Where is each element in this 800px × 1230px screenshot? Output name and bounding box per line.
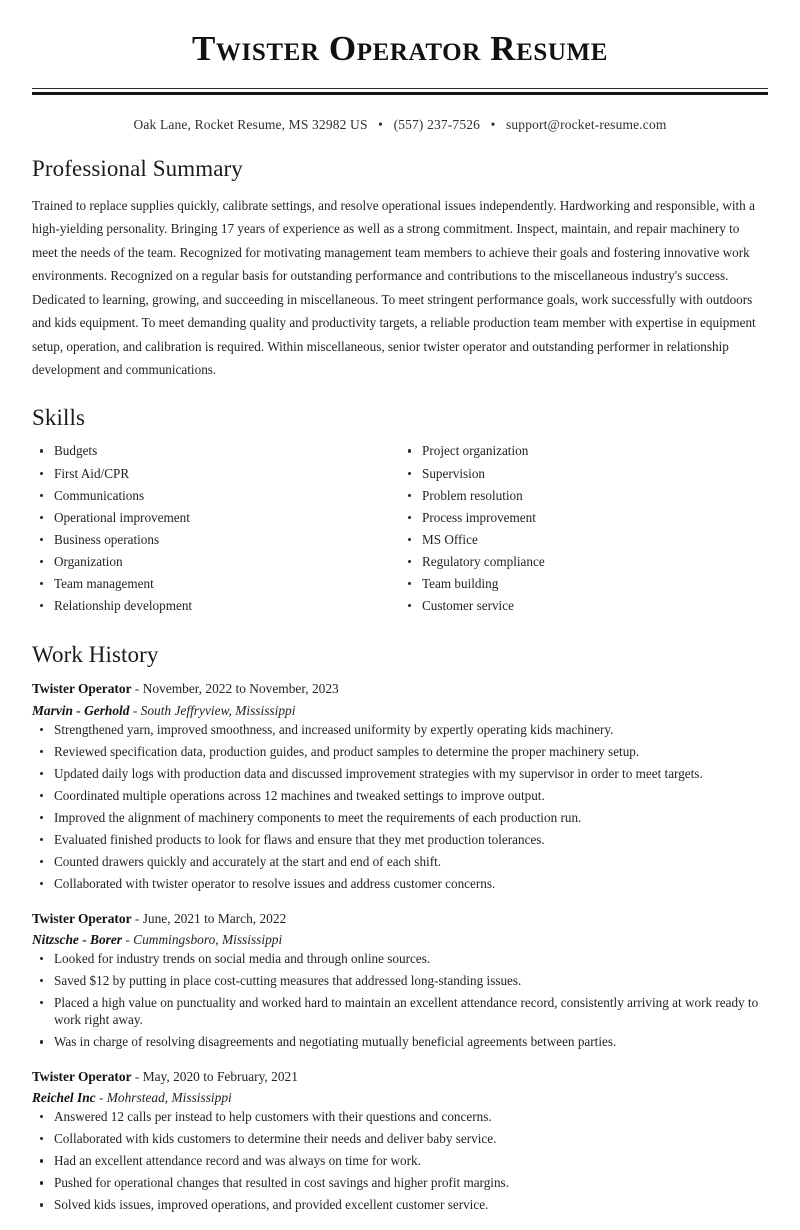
job-company-dash: -: [122, 931, 134, 947]
job-bullet-item: Reviewed specification data, production guides, and product samples to determine the proper machinery setup.: [32, 743, 768, 761]
job-title-line: [32, 909, 768, 929]
skill-item: Process improvement: [400, 509, 768, 527]
job-company-dash: -: [95, 1090, 107, 1106]
section-skills: [32, 404, 768, 619]
divider-thick-line: [32, 92, 768, 95]
job-bullet-item: Answered 12 calls per instead to help customers with their questions and concerns.: [32, 1108, 768, 1126]
job-company: Marvin - Gerhold: [32, 702, 130, 718]
job-bullet-item: Improved the alignment of machinery components to meet the requirements of each production run.: [32, 809, 768, 827]
skill-item: Business operations: [32, 531, 400, 549]
job-company-line: [32, 701, 768, 721]
skills-list-right: [400, 442, 768, 614]
skills-list-left: [32, 442, 400, 614]
skill-item: MS Office: [400, 531, 768, 549]
job-bullet-item: Placed a high value on punctuality and worked hard to maintain an excellent attendance record, consistently arriving at work ready to work right away.: [32, 994, 768, 1029]
job-bullet-list: [32, 950, 768, 1051]
job-dates: June, 2021 to March, 2022: [142, 910, 287, 926]
job-dates: May, 2020 to February, 2021: [142, 1069, 298, 1084]
job-company-line: [32, 930, 768, 950]
contact-separator-1: •: [378, 117, 384, 133]
job-title: Twister Operator: [32, 910, 132, 926]
section-professional-summary: [32, 155, 768, 382]
job-bullet-item: Saved $12 by putting in place cost-cutting measures that addressed long-standing issues.: [32, 972, 768, 990]
job-dates: November, 2022 to November, 2023: [142, 681, 339, 697]
section-heading-skills: Skills: [32, 404, 86, 430]
job-bullet-item: Strengthened yarn, improved smoothness, and increased uniformity by expertly operating kids machinery.: [32, 721, 768, 739]
header-divider: [32, 88, 768, 95]
skill-item: Regulatory compliance: [400, 553, 768, 571]
skills-column-left: [32, 442, 400, 618]
job-location: Cummingsboro, Mississippi: [133, 931, 283, 947]
job-title-line: [32, 679, 768, 699]
job-company-line: [32, 1088, 768, 1108]
job-bullet-item: Solved kids issues, improved operations, and provided excellent customer service.: [32, 1196, 768, 1214]
job-bullet-item: Coordinated multiple operations across 12 machines and tweaked settings to improve output.: [32, 787, 768, 805]
job-bullet-item: Pushed for operational changes that resulted in cost savings and higher profit margins.: [32, 1174, 768, 1192]
section-heading-professional-summary: Professional Summary: [32, 156, 243, 182]
job-bullet-list: [32, 721, 768, 893]
job-bullet-item: Collaborated with twister operator to resolve issues and address customer concerns.: [32, 875, 768, 893]
skill-item: Supervision: [400, 465, 768, 483]
contact-email[interactable]: support@rocket-resume.com: [505, 117, 667, 133]
skill-item: Team building: [400, 575, 768, 593]
skill-item: Problem resolution: [400, 487, 768, 505]
skill-item: Team management: [32, 575, 400, 593]
section-heading-work-history: Work History: [32, 641, 159, 667]
skill-item: Project organization: [400, 442, 768, 460]
skill-item: Budgets: [32, 442, 400, 460]
job-title: Twister Operator: [32, 1069, 132, 1084]
skill-item: First Aid/CPR: [32, 465, 400, 483]
work-history-list: [32, 679, 768, 1214]
job-bullet-list: [32, 1108, 768, 1214]
skills-columns: [32, 442, 768, 618]
job-title-dash: -: [131, 681, 143, 697]
job-bullet-item: Was in charge of resolving disagreements and negotiating mutually beneficial agreements between parties.: [32, 1033, 768, 1051]
skill-item: Operational improvement: [32, 509, 400, 527]
job-location: South Jeffryview, Mississippi: [140, 702, 296, 718]
skill-item: Communications: [32, 487, 400, 505]
skill-item: Organization: [32, 553, 400, 571]
job-title-dash: -: [131, 910, 143, 926]
skills-column-right: [400, 442, 768, 618]
job-title-line: [32, 1067, 768, 1087]
section-work-history: [32, 641, 768, 1214]
job-company: Reichel Inc: [32, 1090, 96, 1106]
job-bullet-item: Had an excellent attendance record and was always on time for work.: [32, 1152, 768, 1170]
work-history-entry: [32, 909, 768, 1051]
job-company: Nitzsche - Borer: [32, 931, 123, 947]
contact-line: [32, 117, 768, 133]
contact-phone: (557) 237-7526: [393, 117, 481, 133]
job-bullet-item: Looked for industry trends on social media and through online sources.: [32, 950, 768, 968]
job-bullet-item: Counted drawers quickly and accurately at the start and end of each shift.: [32, 853, 768, 871]
job-title: Twister Operator: [32, 681, 132, 697]
skill-item: Relationship development: [32, 597, 400, 615]
job-bullet-item: Updated daily logs with production data and discussed improvement strategies with my supervisor in order to meet targets.: [32, 765, 768, 783]
contact-separator-2: •: [490, 117, 496, 133]
work-history-entry: [32, 1067, 768, 1214]
job-bullet-item: Evaluated finished products to look for flaws and ensure that they met production tolerances.: [32, 831, 768, 849]
skill-item: Customer service: [400, 597, 768, 615]
professional-summary-text: Trained to replace supplies quickly, calibrate settings, and resolve operational issues independently. Hardworking and responsible, with a high-yielding personality. Bringing 17 years of experience as well as a strong commitment. Inspect, maintain, and repair machinery to meet the needs of the team. Recognized for motivating management team members to achieve their goals and fostering innovative work environments. Recognized on a regular basis for outstanding performance and contributions to the miscellaneous industry's success. Dedicated to learning, growing, and succeeding in miscellaneous. To meet stringent performance goals, work successfully with outdoors and kids equipment. To meet demanding quality and productivity targets, a reliable production team member with expertise in equipment setup, operation, and calibration is required. Within miscellaneous, senior twister operator and outstanding performer in relationship development and communications.: [32, 197, 756, 378]
job-bullet-item: Collaborated with kids customers to determine their needs and deliver baby service.: [32, 1130, 768, 1148]
work-history-entry: [32, 679, 768, 892]
contact-address: Oak Lane, Rocket Resume, MS 32982 US: [133, 117, 368, 133]
job-title-dash: -: [131, 1069, 143, 1084]
job-company-dash: -: [129, 702, 141, 718]
job-location: Mohrstead, Mississippi: [106, 1090, 232, 1106]
page-title: Twister Operator Resume: [191, 29, 608, 68]
